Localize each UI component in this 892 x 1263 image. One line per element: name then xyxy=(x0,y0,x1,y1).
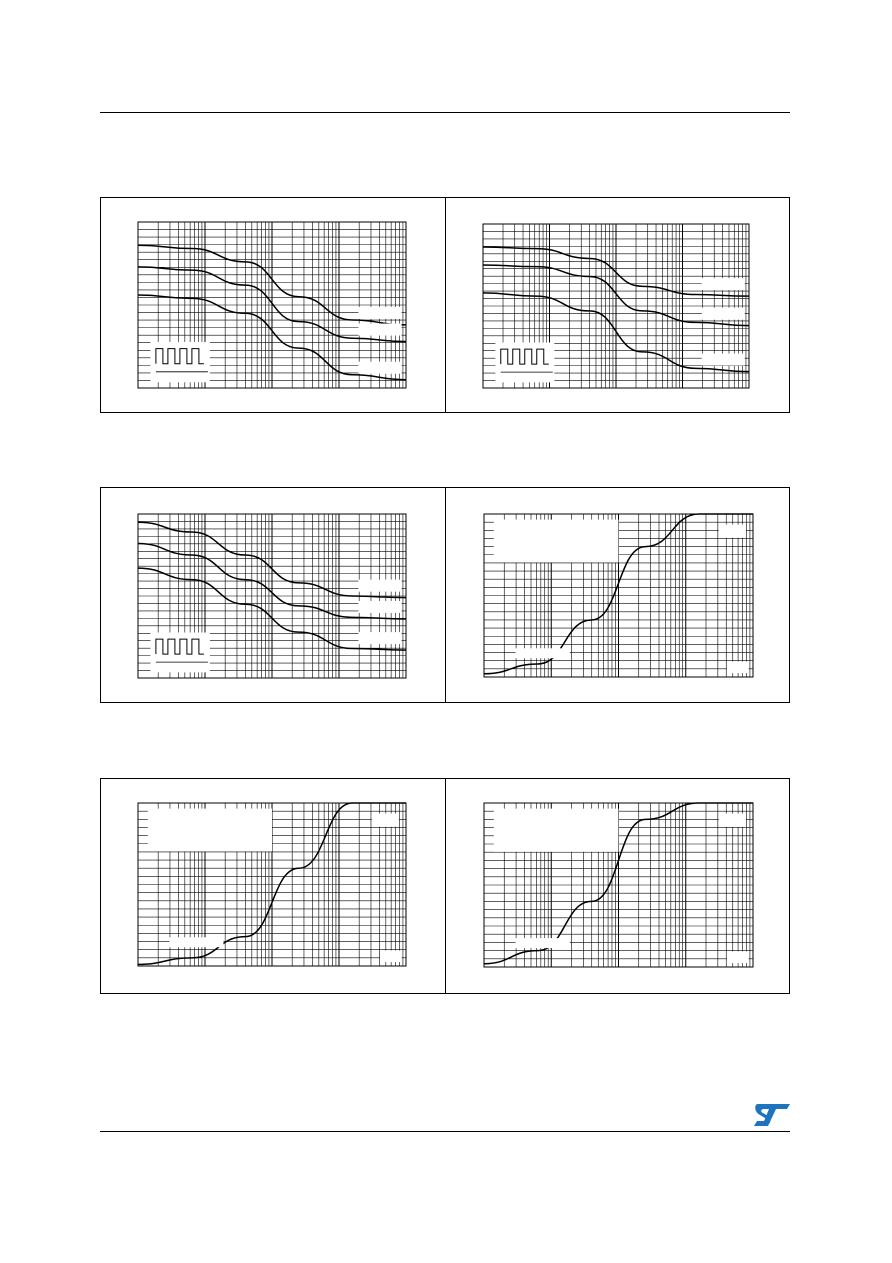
curve-label-blank xyxy=(702,354,745,366)
figure-1-plot xyxy=(137,221,407,389)
axis-note-blank xyxy=(169,937,223,947)
corner-label-blank xyxy=(719,814,746,827)
curve-label-blank xyxy=(358,324,401,336)
corner-label-blank xyxy=(727,662,749,674)
legend-blank xyxy=(494,809,619,852)
figure-6-svg xyxy=(483,802,754,968)
curve-label-blank xyxy=(702,308,745,320)
figure-4-plot xyxy=(483,513,754,678)
header-rule xyxy=(100,112,790,113)
corner-label-blank xyxy=(727,951,749,963)
column-divider xyxy=(445,488,446,702)
corner-label-blank xyxy=(380,951,402,963)
curve-label-blank xyxy=(358,601,401,613)
curve-label-blank xyxy=(358,307,401,319)
footer-rule xyxy=(100,1131,790,1132)
corner-label-blank xyxy=(719,525,746,538)
figure-5-plot xyxy=(137,802,407,967)
figure-2-svg xyxy=(482,223,750,389)
axis-note-blank xyxy=(516,648,570,658)
legend-blank xyxy=(148,809,272,852)
figure-4-svg xyxy=(483,513,754,678)
figure-1-svg xyxy=(137,221,407,389)
figure-2-plot xyxy=(482,223,750,389)
column-divider xyxy=(445,779,446,993)
st-logo-icon xyxy=(752,1102,792,1128)
figure-6-plot xyxy=(483,802,754,968)
figure-3-svg xyxy=(137,513,407,679)
curve-label-blank xyxy=(358,632,401,644)
curve-label-blank xyxy=(358,580,401,592)
figure-5-svg xyxy=(137,802,407,967)
axis-note-blank xyxy=(516,938,570,948)
curve-label-blank xyxy=(358,362,401,374)
legend-blank xyxy=(494,520,619,563)
curve-label-blank xyxy=(702,278,745,290)
corner-label-blank xyxy=(372,814,399,827)
figure-3-plot xyxy=(137,513,407,679)
column-divider xyxy=(445,198,446,412)
